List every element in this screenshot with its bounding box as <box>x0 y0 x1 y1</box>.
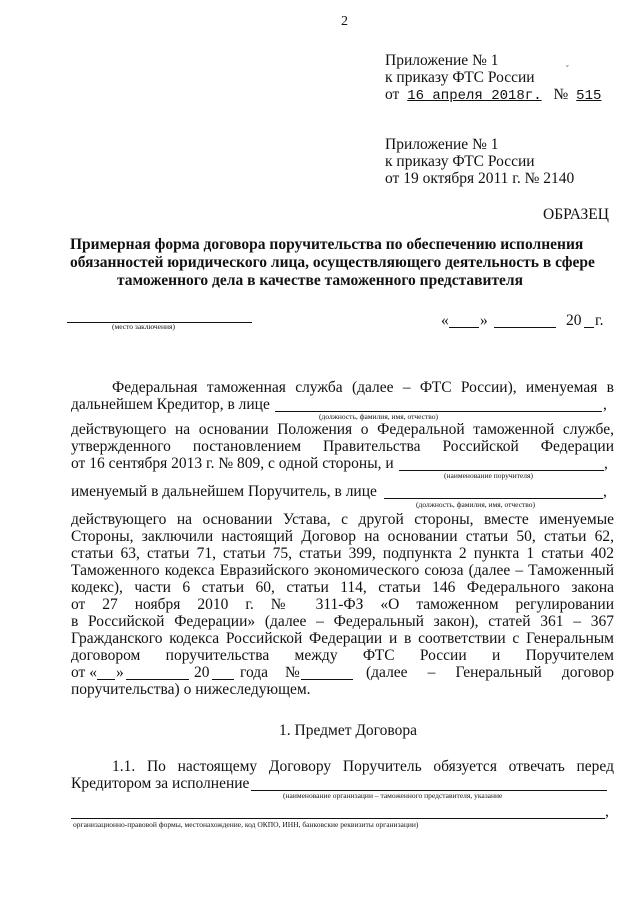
title-line2: обязанностей юридического лица, осуществляющего деятельность в сфере <box>70 254 595 271</box>
title-line3: таможенного дела в качестве таможенного представителя <box>116 272 524 289</box>
gen-contract-from: от « <box>71 664 97 681</box>
comma-2: , <box>604 455 608 472</box>
body-line-7: действующего на основании Устава, с другой стороны, вместе именуемые <box>71 511 614 528</box>
page-number: 2 <box>341 14 348 29</box>
body-line-14: Гражданского кодекса Российской Федерации и в соответствии с Генеральным <box>71 630 614 647</box>
gen-contract-close-quote: » <box>116 664 124 681</box>
body-line-1: Федеральная таможенная служба (далее – ФТС России), именуемая в <box>112 379 614 396</box>
appendix-2018-number-label: № <box>553 86 569 103</box>
appendix-2018-date: 16 апреля 2018г. <box>407 88 542 104</box>
date-year-prefix: 20 <box>566 312 582 329</box>
appendix-2018-line2: к приказу ФТС России <box>385 69 535 86</box>
comma-4: , <box>605 803 609 820</box>
body-line-3: действующего на основании Положения о Федеральной таможенной службе, <box>71 421 614 438</box>
guarantor-name-hint: (наименование поручителя) <box>444 471 533 480</box>
body-line-5: от 16 сентября 2013 г. № 809, с одной стороны, и <box>71 455 394 472</box>
section1-p1-line1: 1.1. По настоящему Договору Поручитель обязуется отвечать перед <box>112 758 614 775</box>
date-year-line <box>584 327 594 328</box>
gen-contract-number-line <box>301 679 353 680</box>
sample-label: ОБРАЗЕЦ <box>543 206 609 223</box>
creditor-rep-hint: (должность, фамилия, имя, отчество) <box>319 412 439 421</box>
body-line-10: Таможенного кодекса Евразийского экономического союза (далее – Таможенный <box>71 562 614 579</box>
appendix-2018-line1: Приложение № 1 <box>385 52 499 69</box>
section1-p1-line2: Кредитором за исполнение <box>71 775 250 792</box>
gen-contract-number-label: № <box>285 664 300 681</box>
date-close-quote: » <box>480 312 488 329</box>
section1-heading: 1. Предмет Договора <box>279 722 417 739</box>
comma-3: , <box>603 483 607 500</box>
place-hint: (место заключения) <box>112 322 175 331</box>
org-hint-2: организационно-правовой формы, местонахождение, код ОКПО, ИНН, банковские реквизиты организации) <box>73 820 419 829</box>
date-month-line <box>494 327 556 328</box>
body-line-4: утвержденного постановлением Правительства Российской Федерации <box>71 438 614 455</box>
guarantor-rep-line <box>384 498 603 499</box>
gen-contract-after: (далее – Генеральный договор <box>366 664 614 681</box>
org-hint: (наименование организации – таможенного представителя, указание <box>283 791 503 800</box>
appendix-2018-number: 515 <box>576 88 602 104</box>
gen-contract-month-line <box>126 679 189 680</box>
body-line-13: в Российской Федерации» (далее – Федеральный закон), статей 361 – 367 <box>71 613 614 630</box>
appendix-2018-from-label: от <box>385 86 400 103</box>
appendix-2011-line1: Приложение № 1 <box>385 136 499 153</box>
title-line1: Примерная форма договора поручительства по обеспечению исполнения <box>70 236 584 253</box>
appendix-2011-line2: к приказу ФТС России <box>385 153 535 170</box>
body-line-2: дальнейшем Кредитор, в лице <box>71 396 270 413</box>
org-line-2 <box>71 818 605 819</box>
speck-mark: ˇ <box>566 64 569 73</box>
gen-contract-year-line <box>212 679 234 680</box>
body-line-15: договором поручительства между ФТС России и Поручителем <box>71 647 614 664</box>
gen-contract-year-word: года <box>240 664 269 681</box>
body-line-17: поручительства) о нижеследующем. <box>71 681 311 698</box>
body-line-9: статьи 63, статьи 71, статьи 75, статьи 399, подпункта 2 пункта 1 статьи 402 <box>71 545 614 562</box>
body-line-6: именуемый в дальнейшем Поручитель, в лице <box>71 483 377 500</box>
date-open-quote: « <box>441 312 449 329</box>
appendix-2018-line3 <box>385 86 601 104</box>
comma-1: , <box>603 396 607 413</box>
body-line-8: Стороны, заключили настоящий Договор на основании статьи 50, статьи 62, <box>71 528 614 545</box>
gen-contract-year-prefix: 20 <box>194 664 210 681</box>
body-line-11: кодекс), части 6 статьи 60, статьи 114, статьи 146 Федерального закона <box>71 579 614 596</box>
appendix-2011-line3: от 19 октября 2011 г. № 2140 <box>385 170 575 187</box>
body-line-12: от 27 ноября 2010 г. № 311-ФЗ «О таможенном регулировании <box>71 596 614 613</box>
date-year-suffix: г. <box>595 312 604 329</box>
date-day-line <box>449 327 479 328</box>
guarantor-rep-hint: (должность, фамилия, имя, отчество) <box>416 500 536 509</box>
gen-contract-day-line <box>97 679 115 680</box>
